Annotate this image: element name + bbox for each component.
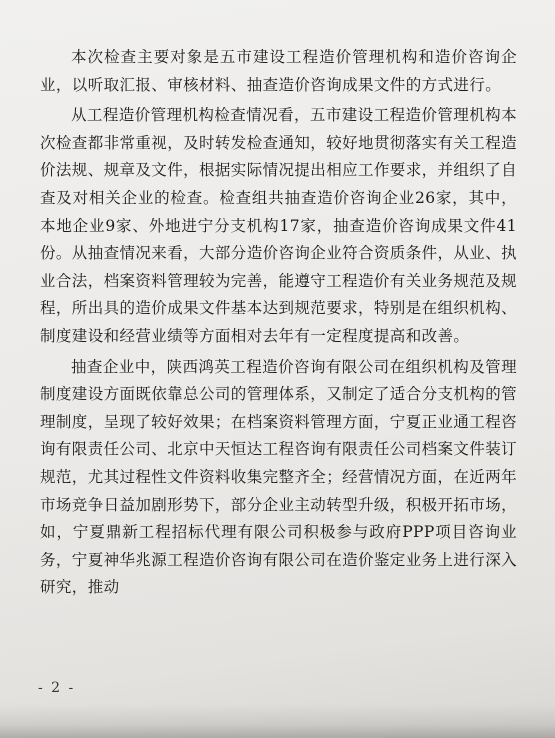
page-number: - 2 - (38, 680, 76, 696)
paragraph-3: 抽查企业中，陕西鸿英工程造价咨询有限公司在组织机构及管理制度建设方面既依靠总公司的管理体系，又制定了适合分支机构的管理制度，呈现了较好效果；在档案资料管理方面，宁夏正业通工程咨询有限责任公司、北京中天恒达工程咨询有限责任公司档案文件装订规范，尤其过程性文件资料收集完整齐全；经营情况方面，在近两年市场竞争日益加剧形势下，部分企业主动转型升级，积极开拓市场，如，宁夏鼎新工程招标代理有限公司积极参与政府PPP项目咨询业务，宁夏神华兆源工程造价咨询有限公司在造价鉴定业务上进行深入研究，推动 (40, 357, 518, 597)
paragraph-1: 本次检查主要对象是五市建设工程造价管理机构和造价咨询企业，以听取汇报、审核材料、抽查造价咨询成果文件的方式进行。 (40, 48, 517, 94)
page-shadow (0, 704, 555, 738)
paragraph-2: 从工程造价管理机构检查情况看，五市建设工程造价管理机构本次检查都非常重视，及时转发检查通知，较好地贯彻落实有关工程造价法规、规章及文件，根据实际情况提出相应工作要求，并组织了自查及对相关企业的检查。检查组共抽查造价咨询企业26家，其中，本地企业9家、外地进宁分支机构17家，抽查造价咨询成果文件41份。从抽查情况来看，大部分造价咨询企业符合资质条件，从业、执业合法，档案资料管理较为完善，能遵守工程造价有关业务规范及规程，所出具的造价成果文件基本达到规范要求，特别是在组织机构、制度建设和经营业绩等方面相对去年有一定程度提高和改善。 (40, 106, 518, 345)
